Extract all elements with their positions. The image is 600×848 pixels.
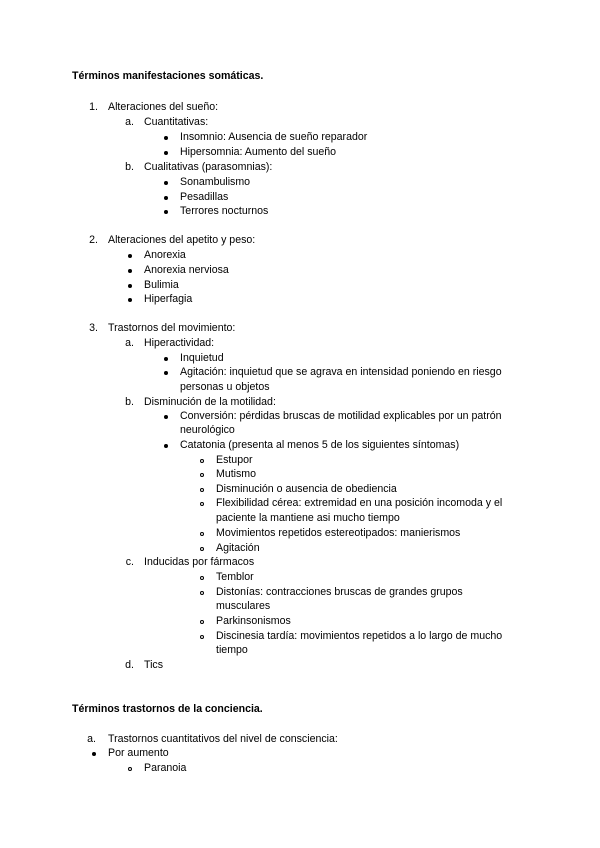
circle-bullet-icon (200, 473, 204, 477)
list-number: 1. (89, 101, 98, 113)
list-item: Pesadillas (180, 191, 229, 203)
list-letter: d. (125, 659, 134, 671)
list-subitem-title: Tics (144, 659, 164, 671)
list-subitem-title: Disminución de la motilidad: (144, 396, 276, 408)
list-item: Agitación: inquietud que se agrava en intensidad poniendo en riesgo (180, 366, 502, 378)
bullet-icon (128, 284, 132, 288)
list-item-title: Alteraciones del sueño: (108, 101, 219, 113)
list-item: Bulimia (144, 279, 179, 291)
list-item: Anorexia (144, 249, 186, 261)
section-heading-consciousness: Términos trastornos de la conciencia. (72, 703, 263, 715)
bullet-icon (128, 269, 132, 273)
bullet-icon (164, 415, 168, 419)
list-subitem-title: Cuantitativas: (144, 116, 209, 128)
bullet-icon (92, 752, 96, 756)
list-item: Hipersomnia: Aumento del sueño (180, 146, 337, 158)
list-item: Paranoia (144, 762, 187, 774)
list-letter: b. (125, 161, 134, 173)
bullet-icon (164, 151, 168, 155)
list-item-title: Alteraciones del apetito y peso: (108, 234, 256, 246)
list-subitem-title: Hiperactividad: (144, 337, 215, 349)
list-item-continuation: tiempo (216, 644, 248, 656)
list-item: Discinesia tardía: movimientos repetidos a lo largo de mucho (216, 630, 503, 642)
list-item: Agitación (216, 542, 260, 554)
list-item-continuation: personas u objetos (180, 381, 270, 393)
bullet-icon (164, 196, 168, 200)
list-item: Flexibilidad cérea: extremidad en una posición incomoda y el (216, 497, 503, 509)
bullet-icon (164, 181, 168, 185)
bullet-icon (128, 298, 132, 302)
bullet-icon (128, 254, 132, 258)
circle-bullet-icon (200, 459, 204, 463)
list-subitem-title: Trastornos cuantitativos del nivel de consciencia: (108, 733, 338, 745)
list-item: Estupor (216, 454, 253, 466)
circle-bullet-icon (200, 502, 204, 506)
bullet-icon (164, 210, 168, 214)
list-item: Mutismo (216, 468, 257, 480)
list-item: Terrores nocturnos (180, 205, 269, 217)
list-item: Por aumento (108, 747, 169, 759)
list-item: Sonambulismo (180, 176, 251, 188)
circle-bullet-icon (200, 532, 204, 536)
list-item: Catatonia (presenta al menos 5 de los siguientes síntomas) (180, 439, 460, 451)
section-heading-somatic: Términos manifestaciones somáticas. (72, 70, 264, 82)
circle-bullet-icon (200, 488, 204, 492)
list-letter: a. (87, 733, 96, 745)
list-item-continuation: musculares (216, 600, 271, 612)
list-letter: a. (125, 116, 134, 128)
bullet-icon (164, 371, 168, 375)
list-item: Movimientos repetidos estereotipados: manierismos (216, 527, 461, 539)
circle-bullet-icon (128, 767, 132, 771)
circle-bullet-icon (200, 591, 204, 595)
list-subitem-title: Inducidas por fármacos (144, 556, 255, 568)
list-item: Insomnio: Ausencia de sueño reparador (180, 131, 368, 143)
list-subitem-title: Cualitativas (parasomnias): (144, 161, 273, 173)
list-item: Parkinsonismos (216, 615, 291, 627)
list-number: 2. (89, 234, 98, 246)
list-letter: b. (125, 396, 134, 408)
list-number: 3. (89, 322, 98, 334)
bullet-icon (164, 357, 168, 361)
list-item: Hiperfagia (144, 293, 193, 305)
circle-bullet-icon (200, 620, 204, 624)
list-item: Inquietud (180, 352, 224, 364)
bullet-icon (164, 444, 168, 448)
list-item-continuation: paciente la mantiene asi mucho tiempo (216, 512, 400, 524)
list-item-continuation: neurológico (180, 424, 235, 436)
list-item: Anorexia nerviosa (144, 264, 229, 276)
list-item-title: Trastornos del movimiento: (108, 322, 236, 334)
bullet-icon (164, 136, 168, 140)
circle-bullet-icon (200, 576, 204, 580)
list-item: Distonías: contracciones bruscas de grandes grupos (216, 586, 463, 598)
list-letter: a. (125, 337, 134, 349)
list-item: Temblor (216, 571, 254, 583)
circle-bullet-icon (200, 635, 204, 639)
list-item: Disminución o ausencia de obediencia (216, 483, 397, 495)
list-letter: c. (125, 556, 134, 568)
circle-bullet-icon (200, 547, 204, 551)
list-item: Conversión: pérdidas bruscas de motilidad explicables por un patrón (180, 410, 502, 422)
